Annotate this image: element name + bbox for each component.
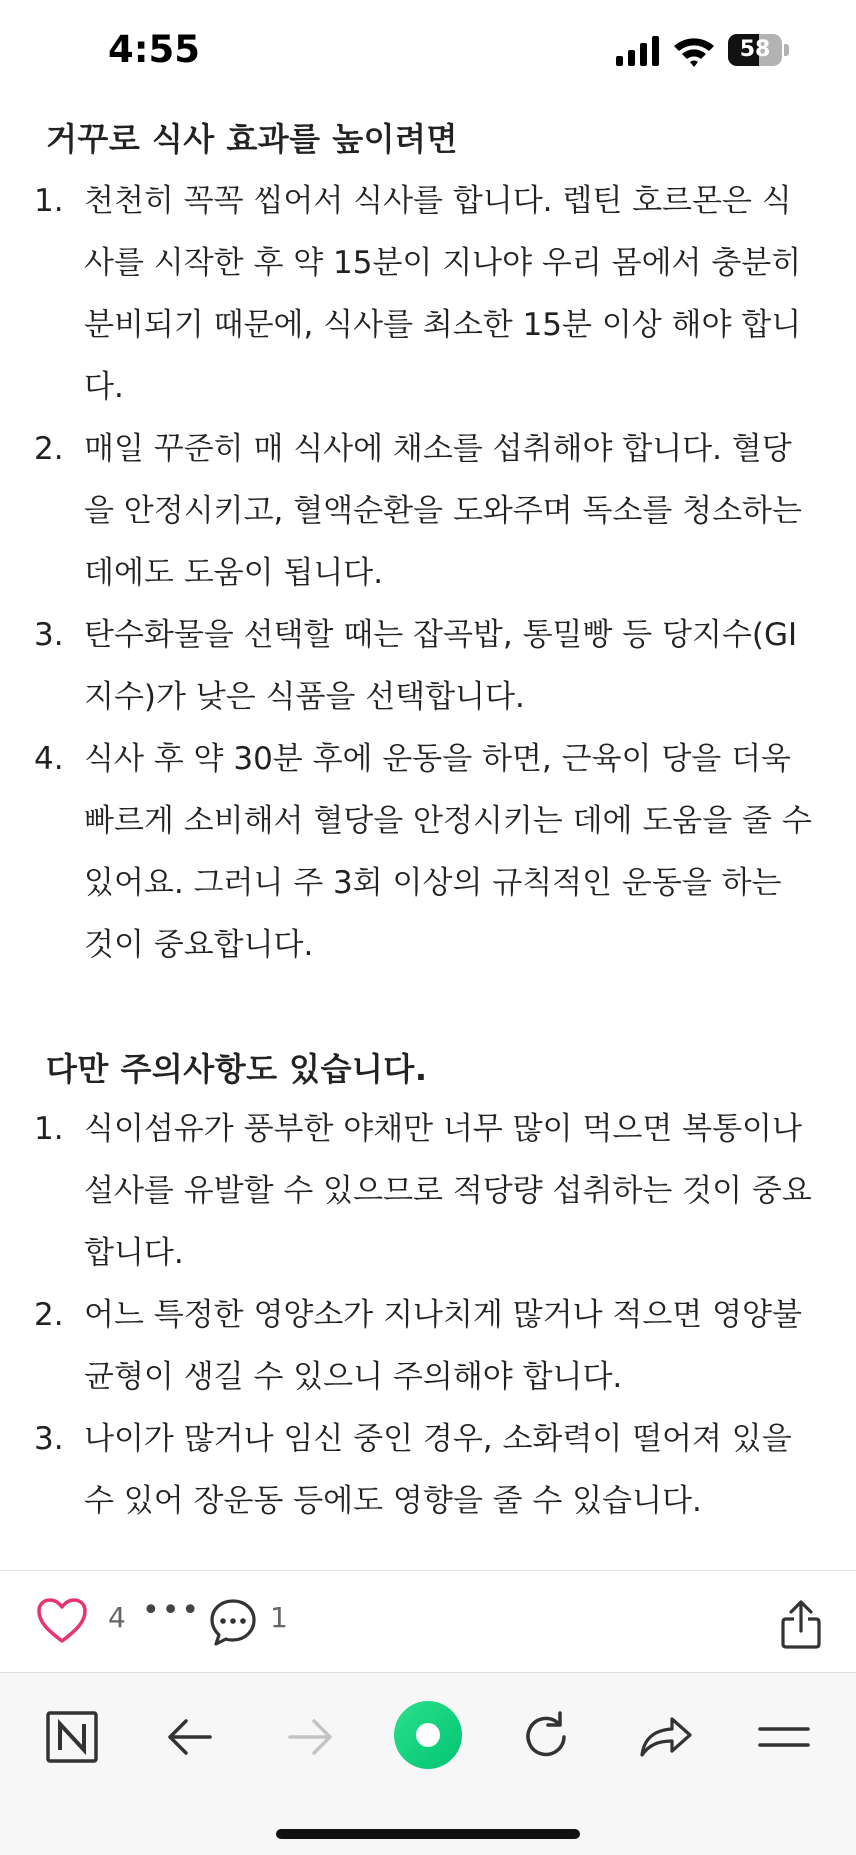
- list-item-text: 나이가 많거나 임신 중인 경우, 소화력이 떨어져 있을 수 있어 장운동 등에도 영향을 줄 수 있습니다.: [84, 1421, 792, 1519]
- list-item-number: 4.: [34, 741, 64, 777]
- article-content: [0, 100, 856, 1570]
- share-arrow-icon[interactable]: [634, 1705, 698, 1769]
- list-item: [34, 418, 814, 604]
- cellular-signal-icon: [616, 36, 660, 66]
- list-item-number: 3.: [34, 617, 64, 653]
- menu-icon[interactable]: [752, 1705, 816, 1769]
- list-item-number: 1.: [34, 183, 64, 219]
- more-options-button[interactable]: •••: [142, 1593, 202, 1628]
- comment-count: 1: [270, 1601, 288, 1634]
- list-item-text: 어느 특정한 영양소가 지나치게 많거나 적으면 영양불균형이 생길 수 있으니 주의해야 합니다.: [84, 1297, 802, 1395]
- battery-icon: [728, 34, 790, 68]
- back-arrow-icon[interactable]: [158, 1705, 222, 1769]
- forward-arrow-icon[interactable]: [278, 1705, 342, 1769]
- naver-home-icon[interactable]: [40, 1705, 104, 1769]
- list-item-number: 3.: [34, 1421, 64, 1457]
- list-item: [34, 1098, 814, 1284]
- green-dot-icon[interactable]: [392, 1699, 464, 1771]
- wifi-icon: [672, 34, 716, 68]
- status-bar: [0, 0, 856, 100]
- refresh-icon[interactable]: [514, 1705, 578, 1769]
- list-item-text: 식사 후 약 30분 후에 운동을 하면, 근육이 당을 더욱 빠르게 소비해서 혈당을 안정시키는 데에 도움을 줄 수 있어요. 그러니 주 3회 이상의 규칙적인 운동을 하는 것이 중요합니다.: [84, 741, 812, 963]
- comment-icon[interactable]: [208, 1597, 258, 1647]
- list-item-text: 탄수화물을 선택할 때는 잡곡밥, 통밀빵 등 당지수(GI 지수)가 낮은 식품을 선택합니다.: [84, 617, 798, 715]
- list-item-text: 매일 꾸준히 매 식사에 채소를 섭취해야 합니다. 혈당을 안정시키고, 혈액순환을 도와주며 독소를 청소하는 데에도 도움이 됩니다.: [84, 431, 802, 591]
- post-action-bar: [0, 1570, 856, 1673]
- battery-level: 58: [739, 37, 771, 62]
- section-title-tips: 거꾸로 식사 효과를 높이려면: [46, 120, 458, 158]
- list-item-number: 2.: [34, 431, 64, 467]
- share-icon[interactable]: [780, 1599, 822, 1649]
- list-item-text: 식이섬유가 풍부한 야채만 너무 많이 먹으면 복통이나 설사를 유발할 수 있으므로 적당량 섭취하는 것이 중요합니다.: [84, 1111, 812, 1271]
- like-heart-icon[interactable]: [36, 1597, 88, 1645]
- list-item: [34, 1284, 814, 1408]
- like-count: 4: [108, 1601, 126, 1634]
- list-item-number: 1.: [34, 1111, 64, 1147]
- status-time: 4:55: [108, 28, 201, 71]
- section-title-cautions: 다만 주의사항도 있습니다.: [46, 1050, 428, 1088]
- list-item: [34, 1408, 814, 1532]
- list-item-number: 2.: [34, 1297, 64, 1333]
- list-item-text: 천천히 꼭꼭 씹어서 식사를 합니다. 렙틴 호르몬은 식사를 시작한 후 약 15분이 지나야 우리 몸에서 충분히 분비되기 때문에, 식사를 최소한 15분 이상 해야 합니다.: [84, 183, 802, 405]
- browser-bottom-nav: [0, 1672, 856, 1855]
- list-item: [34, 728, 814, 976]
- list-item: [34, 170, 814, 418]
- home-indicator: [276, 1829, 580, 1839]
- list-item: [34, 604, 814, 728]
